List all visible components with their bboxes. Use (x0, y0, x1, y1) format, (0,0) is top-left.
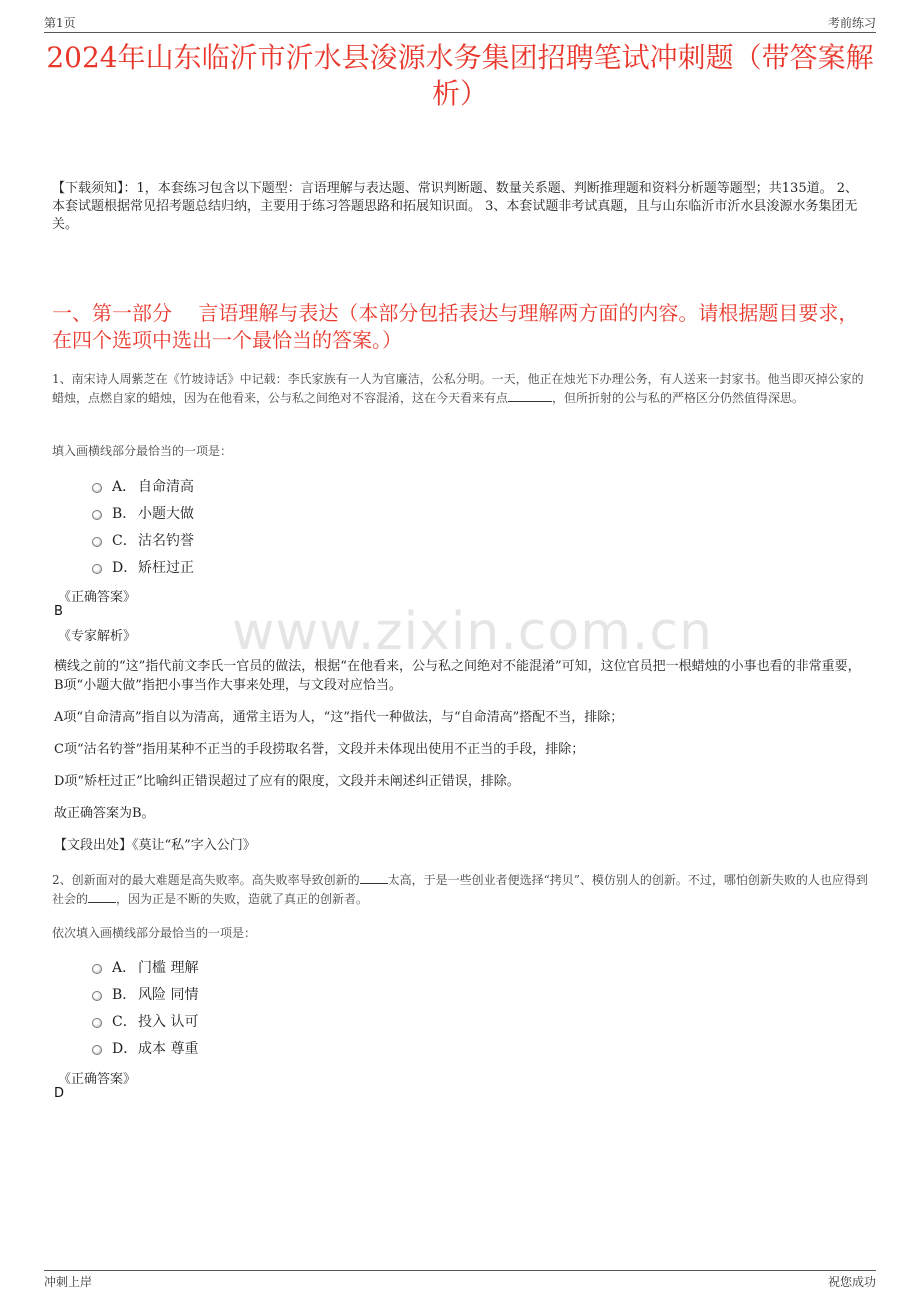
question-2-text: 2、创新面对的最大难题是高失败率。高失败率导致创新的 太高，于是一些创业者便选择“拷贝”、模仿别人的创新。不过，哪怕创新失败的人也应得到社会的 ，因为正是不断的失败，造就了真正的创新者。 (52, 873, 868, 906)
analysis-paragraph: C项“沽名钓誉”指用某种不正当的手段捞取名誉，文段并未体现出使用不正当的手段，排除； (54, 742, 585, 757)
analysis-paragraph: 故正确答案为B。 (54, 806, 155, 821)
analysis-label: 《专家解析》 (58, 629, 137, 644)
option-b[interactable]: B． 小题大做 (92, 499, 194, 526)
radio-icon[interactable] (92, 964, 102, 974)
question-1-options (92, 472, 194, 580)
page-header (44, 14, 876, 33)
answer-value: D (54, 1086, 65, 1101)
option-c[interactable]: C． 投入 认可 (92, 1007, 198, 1034)
radio-icon[interactable] (92, 537, 102, 547)
answer-value: B (54, 604, 63, 619)
question-2-prompt: 依次填入画横线部分最恰当的一项是： (52, 926, 257, 940)
answer-label: 《正确答案》 (58, 590, 137, 605)
section-title: 一、第一部分 言语理解与表达（本部分包括表达与理解两方面的内容。请根据题目要求，在四个选项中选出一个最恰当的答案。） (52, 301, 859, 352)
question-2-options (92, 953, 198, 1061)
radio-icon[interactable] (92, 1045, 102, 1055)
option-d[interactable]: D． 成本 尊重 (92, 1034, 198, 1061)
radio-icon[interactable] (92, 510, 102, 520)
question-1-prompt: 填入画横线部分最恰当的一项是： (52, 444, 233, 458)
option-a[interactable]: A． 自命清高 (92, 472, 194, 499)
footer-left: 冲刺上岸 (44, 1275, 93, 1289)
page-number: 第1页 (44, 16, 76, 30)
blank-line (508, 389, 552, 402)
question-1-text: 1、南宋诗人周紫芝在《竹坡诗话》中记载：李氏家族有一人为官廉洁，公私分明。一天，他正在烛光下办理公务，有人送来一封家书。他当即灭掉公家的蜡烛，点燃自家的蜡烛，因为在他看来，公与私之间绝对不容混淆，这在今天看来有点 ，但所折射的公与私的严格区分仍然值得深思。 (52, 372, 864, 405)
radio-icon[interactable] (92, 991, 102, 1001)
option-d[interactable]: D． 矫枉过正 (92, 553, 194, 580)
option-a[interactable]: A． 门槛 理解 (92, 953, 198, 980)
option-b[interactable]: B． 风险 同情 (92, 980, 198, 1007)
source-citation: 【文段出处】《莫让“私”字入公门》 (54, 838, 256, 853)
watermark: www.zixin.com.cn (232, 602, 713, 662)
blank-line (88, 890, 116, 903)
analysis-paragraph: A项“自命清高”指自以为清高，通常主语为人，“这”指代一种做法，与“自命清高”搭配不当，排除； (54, 710, 624, 725)
radio-icon[interactable] (92, 1018, 102, 1028)
analysis-paragraph: D项“矫枉过正”比喻纠正错误超过了应有的限度，文段并未阐述纠正错误，排除。 (54, 774, 520, 789)
document-title: 2024年山东临沂市沂水县浚源水务集团招聘笔试冲刺题（带答案解析） (46, 41, 874, 110)
blank-line (360, 871, 388, 884)
answer-label: 《正确答案》 (58, 1072, 137, 1087)
download-notice: 【下载须知】：1，本套练习包含以下题型：言语理解与表达题、常识判断题、数量关系题、判断推理题和资料分析题等题型；共135道。 2、本套试题根据常见招考题总结归纳，主要用于练习答题思路和拓展知识面。 3、本套试题非考试真题，且与山东临沂市沂水县浚源水务集团无关。 (52, 181, 858, 232)
page-footer (44, 1270, 876, 1291)
option-c[interactable]: C． 沽名钓誉 (92, 526, 194, 553)
footer-right: 祝您成功 (827, 1275, 876, 1289)
analysis-paragraph: 横线之前的“这”指代前文李氏一官员的做法，根据“在他看来，公与私之间绝对不能混淆”可知，这位官员把一根蜡烛的小事也看的非常重要，B项“小题大做”指把小事当作大事来处理，与文段对应恰当。 (54, 659, 861, 693)
radio-icon[interactable] (92, 564, 102, 574)
header-tag: 考前练习 (827, 16, 876, 30)
radio-icon[interactable] (92, 483, 102, 493)
